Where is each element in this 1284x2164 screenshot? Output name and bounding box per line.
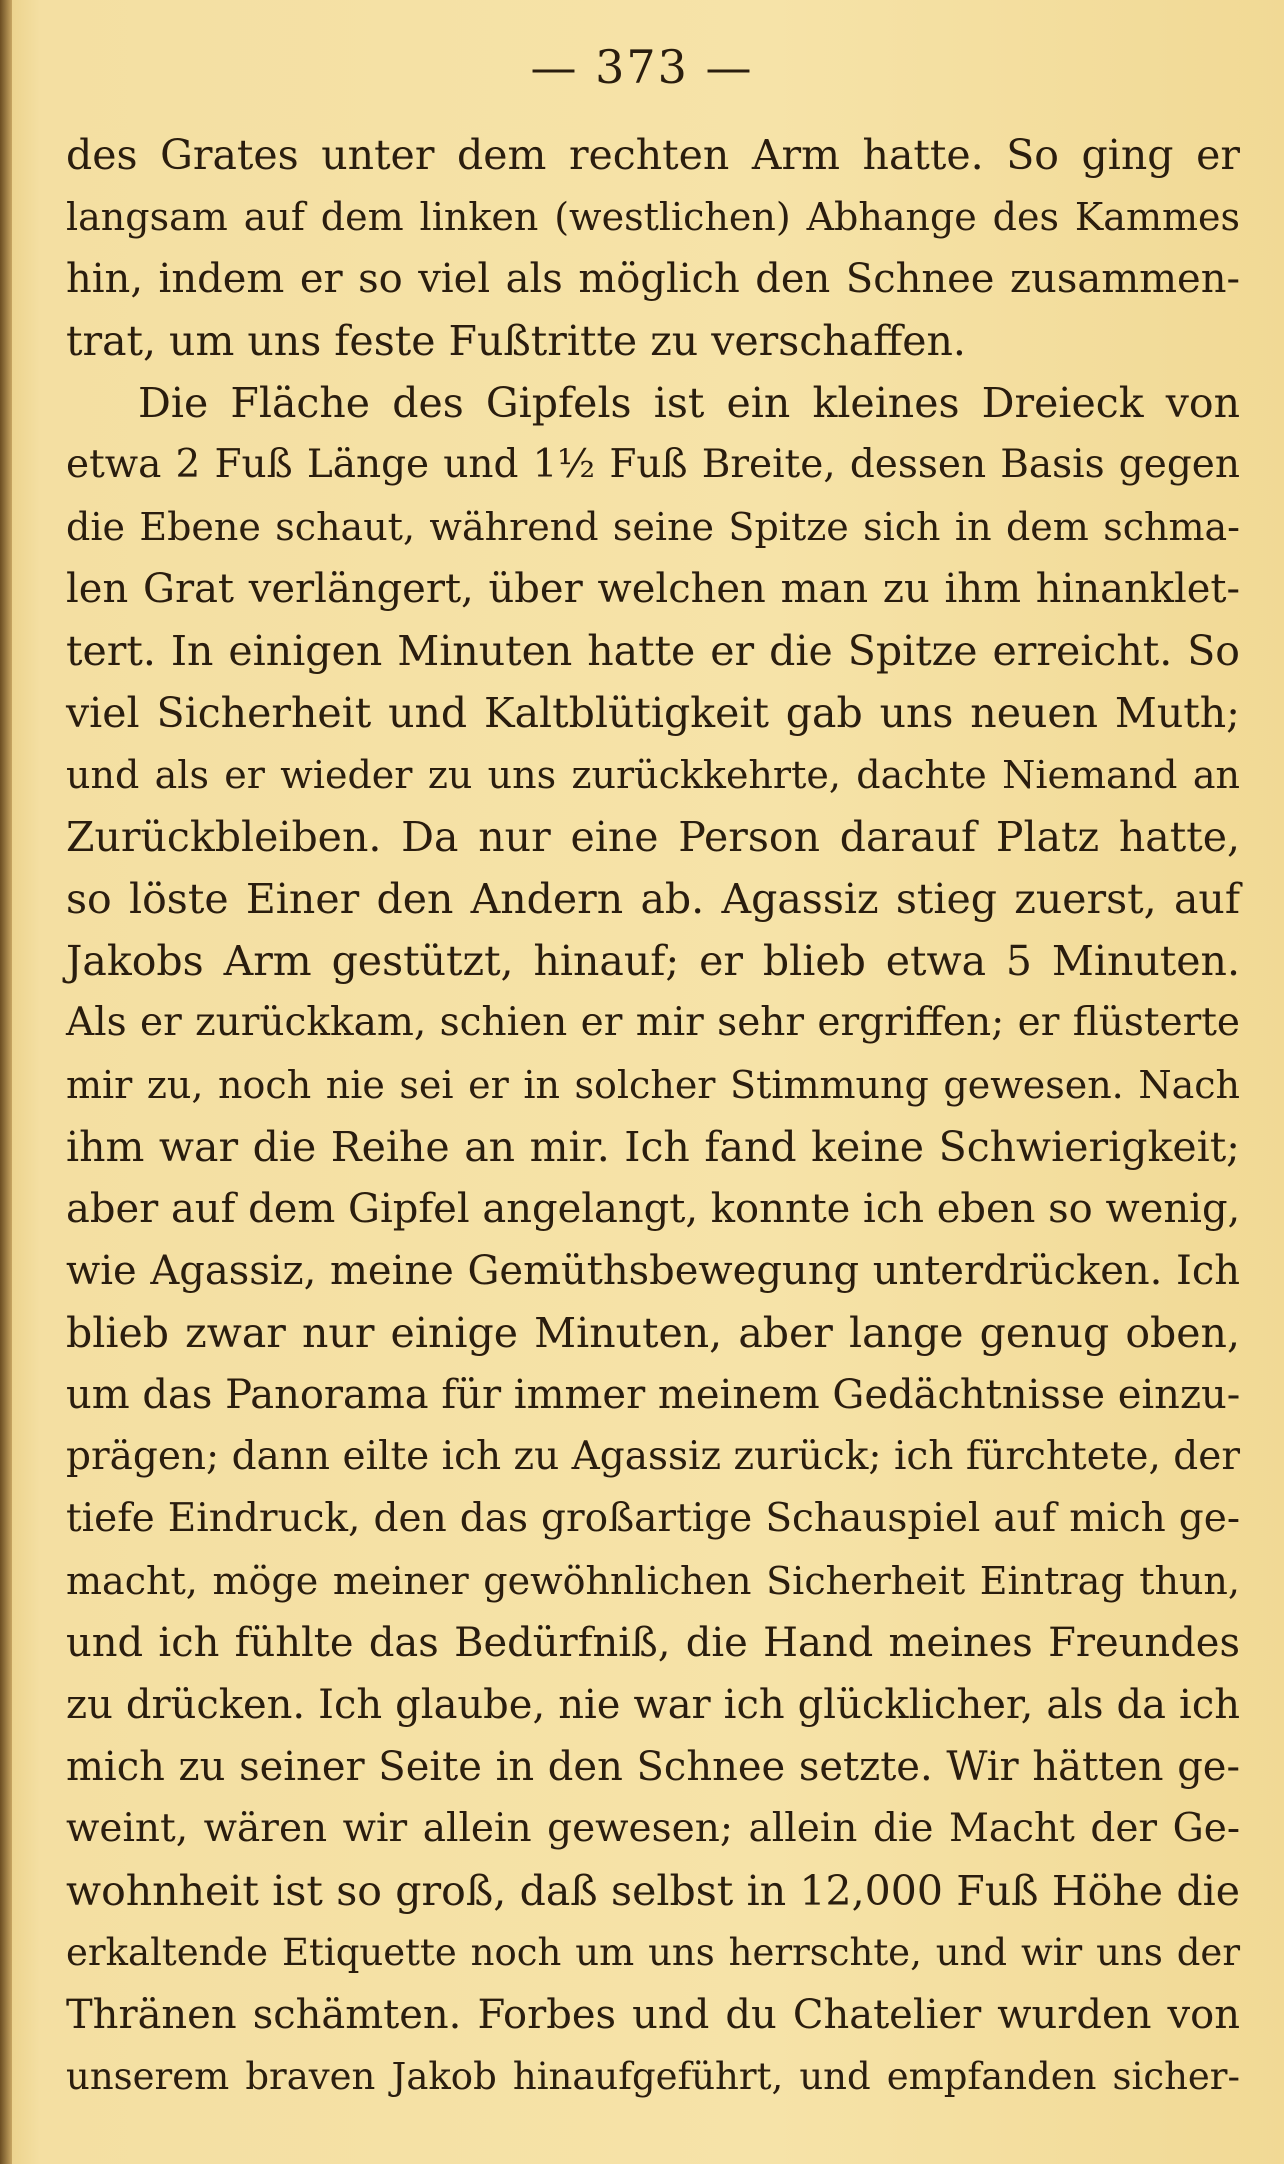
text-line: hin, indem er so viel als möglich den Schnee zusammen- bbox=[66, 256, 1240, 302]
body-text bbox=[66, 124, 1240, 2108]
text-line: wohnheit ist so groß, daß selbst in 12,000 Fuß Höhe die bbox=[66, 1867, 1240, 1915]
text-line: etwa 2 Fuß Länge und 1½ Fuß Breite, dessen Basis gegen bbox=[66, 442, 1240, 487]
book-gutter bbox=[0, 0, 12, 2164]
text-line: prägen; dann eilte ich zu Agassiz zurück; ich fürchtete, der bbox=[66, 1434, 1240, 1479]
text-line: die Ebene schaut, während seine Spitze sich in dem schma- bbox=[66, 505, 1240, 549]
text-line: wie Agassiz, meine Gemüthsbewegung unterdrücken. Ich bbox=[66, 1248, 1240, 1294]
text-line: trat, um uns feste Fußtritte zu verschaffen. bbox=[66, 317, 966, 365]
text-line: len Grat verlängert, über welchen man zu ihm hinanklet- bbox=[66, 566, 1240, 612]
text-line: um das Panorama für immer meinem Gedächtnisse einzu- bbox=[66, 1372, 1241, 1418]
text-line: mich zu seiner Seite in den Schnee setzte. Wir hätten ge- bbox=[66, 1744, 1240, 1790]
text-line: weint, wären wir allein gewesen; allein die Macht der Ge- bbox=[66, 1806, 1240, 1851]
text-line: so löste Einer den Andern ab. Agassiz stieg zuerst, auf bbox=[66, 875, 1240, 923]
text-line: und ich fühlte das Bedürfniß, die Hand meines Freundes bbox=[66, 1620, 1240, 1666]
text-line: tiefe Eindruck, den das großartige Schauspiel auf mich ge- bbox=[66, 1496, 1240, 1541]
text-line: mir zu, noch nie sei er in solcher Stimmung gewesen. Nach bbox=[66, 1063, 1240, 1107]
text-line: ihm war die Reihe an mir. Ich fand keine Schwierigkeit; bbox=[66, 1123, 1240, 1171]
text-line: zu drücken. Ich glaube, nie war ich glücklicher, als da ich bbox=[66, 1682, 1240, 1728]
text-line: Als er zurückkam, schien er mir sehr ergriffen; er flüsterte bbox=[66, 1000, 1240, 1045]
text-line: Zurückbleiben. Da nur eine Person darauf Platz hatte, bbox=[66, 813, 1240, 861]
page-number: — 373 — bbox=[530, 40, 754, 94]
text-line: macht, möge meiner gewöhnlichen Sicherheit Eintrag thun, bbox=[66, 1559, 1240, 1603]
text-line: des Grates unter dem rechten Arm hatte. So ging er bbox=[66, 131, 1240, 179]
text-line: blieb zwar nur einige Minuten, aber lange genug oben, bbox=[66, 1309, 1240, 1357]
text-line: langsam auf dem linken (westlichen) Abhange des Kammes bbox=[66, 195, 1240, 239]
text-line: Jakobs Arm gestützt, hinauf; er blieb etwa 5 Minuten. bbox=[66, 937, 1240, 985]
text-line: Die Fläche des Gipfels ist ein kleines Dreieck von bbox=[138, 379, 1240, 427]
text-line: Thränen schämten. Forbes und du Chatelier wurden von bbox=[66, 1992, 1240, 2038]
text-line: unserem braven Jakob hinaufgeführt, und empfanden sicher- bbox=[66, 2055, 1240, 2098]
text-line: erkaltende Etiquette noch um uns herrschte, und wir uns der bbox=[66, 1931, 1240, 1974]
text-line: viel Sicherheit und Kaltblütigkeit gab uns neuen Muth; bbox=[66, 689, 1240, 737]
text-line: aber auf dem Gipfel angelangt, konnte ich eben so wenig, bbox=[66, 1186, 1241, 1232]
text-line: tert. In einigen Minuten hatte er die Spitze erreicht. So bbox=[66, 627, 1240, 675]
text-line: und als er wieder zu uns zurückkehrte, dachte Niemand an bbox=[66, 753, 1240, 797]
